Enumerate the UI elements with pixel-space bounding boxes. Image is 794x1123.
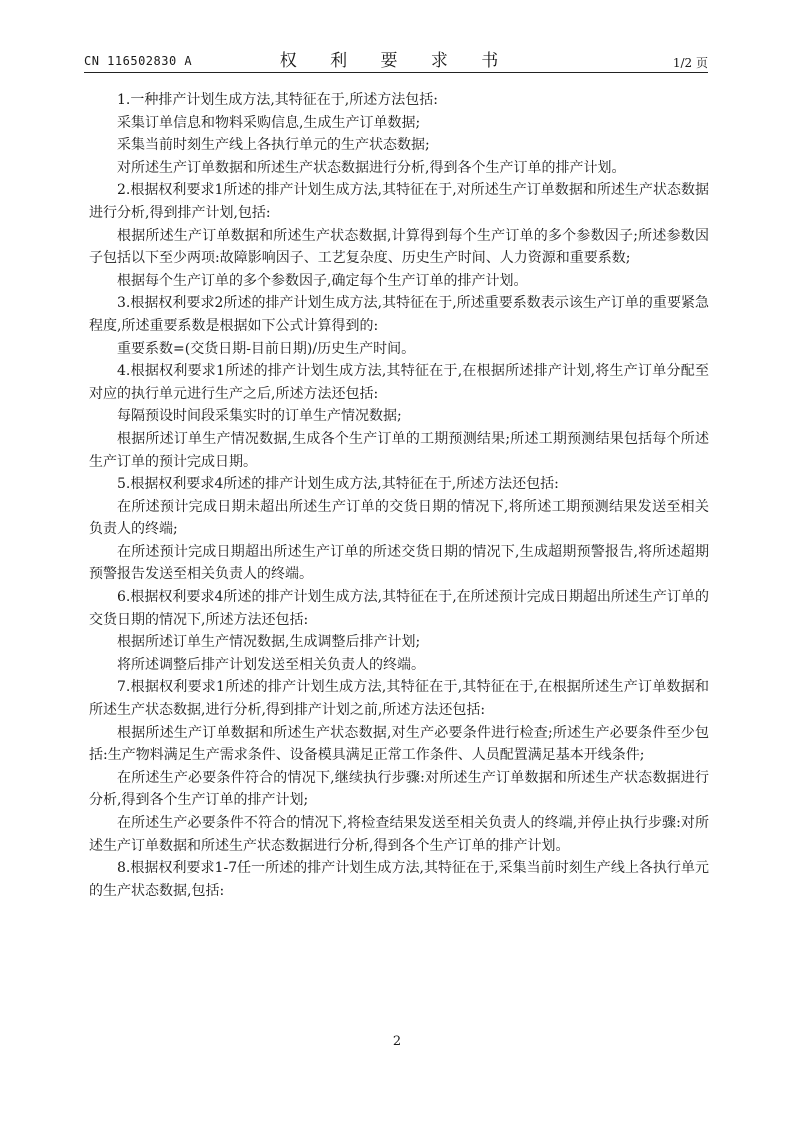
claim-paragraph: 对所述生产订单数据和所述生产状态数据进行分析,得到各个生产订单的排产计划。 (117, 159, 626, 176)
claim-paragraph: 重要系数=(交货日期-目前日期)/历史生产时间。 (117, 340, 416, 357)
claim-paragraph: 根据所述订单生产情况数据,生成调整后排产计划; (117, 634, 421, 651)
claim-paragraph: 根据每个生产订单的多个参数因子,确定每个生产订单的排产计划。 (117, 272, 528, 289)
claim-paragraph: 根据所述生产订单数据和所述生产状态数据,对生产必要条件进行检查;所述生产必要条件至少包括:生产物料满足生产需求条件、设备模具满足正常工作条件、人员配置满足基本开线条件; (89, 724, 709, 764)
claim-paragraph: 5.根据权利要求4所述的排产计划生成方法,其特征在于,所述方法还包括: (117, 476, 559, 493)
claim-paragraph: 在所述预计完成日期未超出所述生产订单的交货日期的情况下,将所述工期预测结果发送至相关负责人的终端; (89, 498, 709, 538)
claim-paragraph: 采集当前时刻生产线上各执行单元的生产状态数据; (117, 137, 430, 154)
page-indicator: 1/2 页 (672, 56, 708, 70)
claim-paragraph: 2.根据权利要求1所述的排产计划生成方法,其特征在于,对所述生产订单数据和所述生产状态数据进行分析,得到排产计划,包括: (89, 182, 709, 221)
claim-paragraph: 6.根据权利要求4所述的排产计划生成方法,其特征在于,在所述预计完成日期超出所述生产订单的交货日期的情况下,所述方法还包括: (89, 589, 709, 628)
claim-paragraph: 每隔预设时间段采集实时的订单生产情况数据; (117, 408, 402, 425)
document-title: 权 利 要 求 书 (279, 51, 513, 71)
publication-number: CN 116502830 A (84, 54, 193, 68)
claim-paragraph: 7.根据权利要求1所述的排产计划生成方法,其特征在于,其特征在于,在根据所述生产订单数据和所述生产状态数据,进行分析,得到排产计划之前,所述方法还包括: (89, 679, 709, 719)
page-header (84, 44, 708, 72)
claim-paragraph: 8.根据权利要求1-7任一所述的排产计划生成方法,其特征在于,采集当前时刻生产线上各执行单元的生产状态数据,包括: (89, 860, 709, 899)
claim-paragraph: 根据所述订单生产情况数据,生成各个生产订单的工期预测结果;所述工期预测结果包括每个所述生产订单的预计完成日期。 (89, 430, 709, 470)
claim-paragraph: 在所述生产必要条件不符合的情况下,将检查结果发送至相关负责人的终端,并停止执行步骤:对所述生产订单数据和所述生产状态数据进行分析,得到各个生产订单的排产计划。 (89, 815, 709, 854)
claim-paragraph: 根据所述生产订单数据和所述生产状态数据,计算得到每个生产订单的多个参数因子;所述参数因子包括以下至少两项:故障影响因子、工艺复杂度、历史生产时间、人力资源和重要系数; (89, 227, 709, 267)
header-rule (84, 72, 708, 73)
claims-body (89, 89, 709, 902)
page-number: 2 (392, 1034, 402, 1049)
claim-paragraph: 在所述生产必要条件符合的情况下,继续执行步骤:对所述生产订单数据和所述生产状态数据进行分析,得到各个生产订单的排产计划; (89, 769, 709, 809)
claim-paragraph: 将所述调整后排产计划发送至相关负责人的终端。 (117, 656, 425, 673)
claim-paragraph: 在所述预计完成日期超出所述生产订单的所述交货日期的情况下,生成超期预警报告,将所述超期预警报告发送至相关负责人的终端。 (89, 543, 709, 583)
claim-paragraph: 采集订单信息和物料采购信息,生成生产订单数据; (117, 114, 421, 131)
claim-paragraph: 3.根据权利要求2所述的排产计划生成方法,其特征在于,所述重要系数表示该生产订单的重要紧急程度,所述重要系数是根据如下公式计算得到的: (89, 295, 709, 334)
claim-paragraph: 4.根据权利要求1所述的排产计划生成方法,其特征在于,在根据所述排产计划,将生产订单分配至对应的执行单元进行生产之后,所述方法还包括: (89, 363, 709, 402)
claim-paragraph: 1.一种排产计划生成方法,其特征在于,所述方法包括: (117, 92, 438, 108)
